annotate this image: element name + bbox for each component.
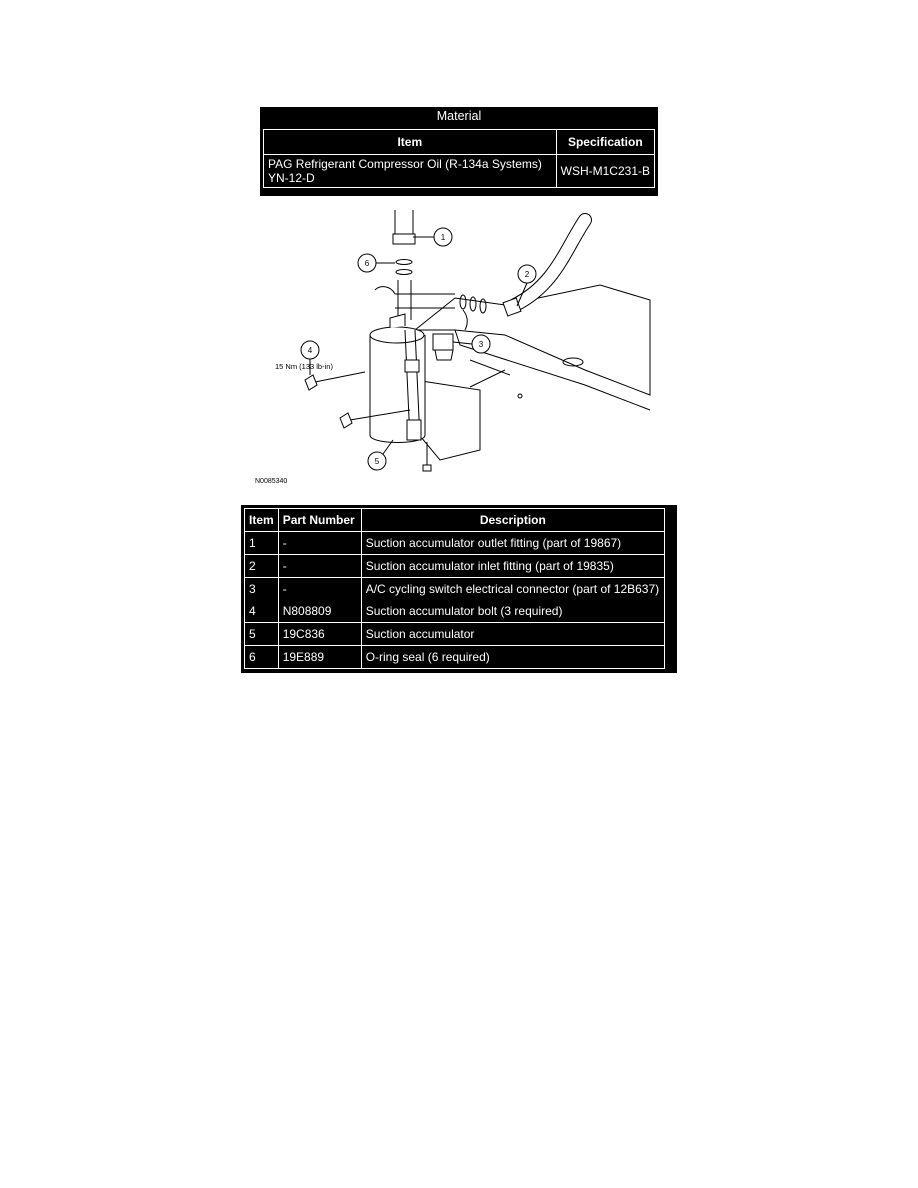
material-table — [260, 107, 658, 196]
callout-3: 3 — [478, 340, 484, 349]
row-item: 3 — [245, 578, 279, 601]
material-grid — [263, 129, 655, 188]
row-item: 5 — [245, 623, 279, 646]
row-desc: Suction accumulator outlet fitting (part of 19867) — [361, 532, 664, 555]
table-row — [245, 532, 665, 555]
table-row — [245, 623, 665, 646]
row-desc: Suction accumulator inlet fitting (part of 19835) — [361, 555, 664, 578]
row-part: N808809 — [278, 600, 361, 623]
row-part: 19E889 — [278, 646, 361, 669]
bolt-4-upper — [315, 372, 365, 382]
row-item: 4 — [245, 600, 279, 623]
callout-2: 2 — [524, 270, 530, 279]
accumulator-diagram — [255, 210, 660, 490]
material-item-cell — [264, 155, 557, 188]
callout-6: 6 — [364, 259, 370, 268]
row-part: 19C836 — [278, 623, 361, 646]
parts-grid — [244, 508, 665, 669]
row-item: 6 — [245, 646, 279, 669]
parts-table — [241, 505, 677, 673]
callout-4: 4 — [307, 346, 313, 355]
row-item: 1 — [245, 532, 279, 555]
material-item-code: YN-12-D — [268, 171, 315, 185]
callout-5: 5 — [374, 457, 380, 466]
parts-header-item: Item — [245, 509, 279, 532]
row-desc: Suction accumulator — [361, 623, 664, 646]
material-caption: Material — [436, 109, 482, 123]
material-header-spec: Specification — [556, 130, 654, 155]
row-desc: O-ring seal (6 required) — [361, 646, 664, 669]
row-part: - — [278, 578, 361, 601]
figure-id: N0085340 — [255, 478, 288, 485]
switch-connector — [433, 334, 453, 350]
material-spec-cell: WSH-M1C231-B — [556, 155, 654, 188]
callout-1: 1 — [440, 233, 446, 242]
table-row — [245, 600, 665, 623]
parts-header-row — [245, 509, 665, 532]
table-row — [245, 578, 665, 601]
row-part: - — [278, 532, 361, 555]
material-header-row — [264, 130, 655, 155]
material-header-item: Item — [264, 130, 557, 155]
table-row — [245, 555, 665, 578]
row-desc: Suction accumulator bolt (3 required) — [361, 600, 664, 623]
material-item-name: PAG Refrigerant Compressor Oil (R-134a Systems) — [268, 157, 542, 171]
parts-header-desc: Description — [361, 509, 664, 532]
table-row — [245, 646, 665, 669]
row-item: 2 — [245, 555, 279, 578]
material-row — [264, 155, 655, 188]
row-desc: A/C cycling switch electrical connector (part of 12B637) — [361, 578, 664, 601]
row-part: - — [278, 555, 361, 578]
parts-header-part: Part Number — [278, 509, 361, 532]
torque-label: 15 Nm (133 lb-in) — [275, 362, 333, 371]
